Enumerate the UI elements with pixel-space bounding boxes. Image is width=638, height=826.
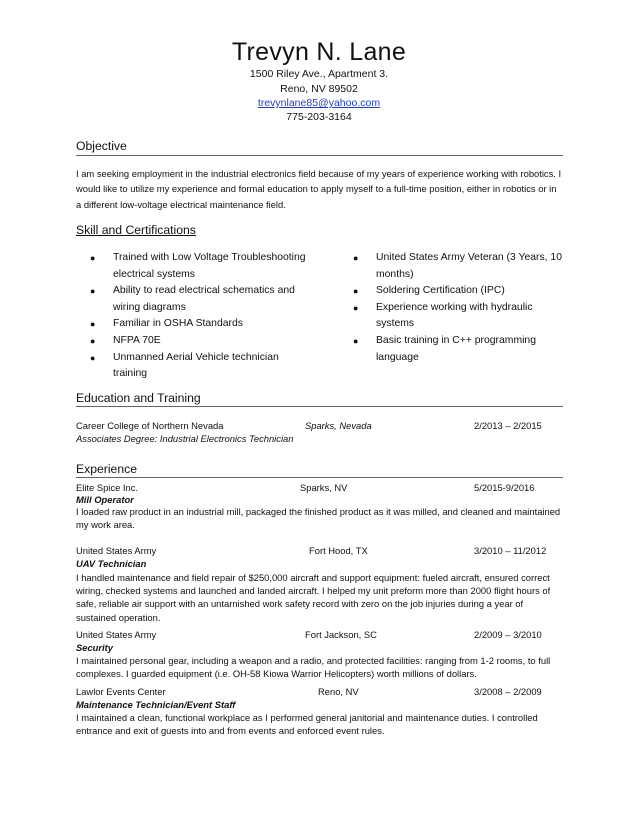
bullet-icon: ● <box>90 335 96 346</box>
address-line-1: 1500 Riley Ave., Apartment 3. <box>249 68 389 80</box>
skill-item: ● Familiar in OSHA Standards <box>76 316 306 333</box>
resume-name: Trevyn N. Lane <box>231 38 407 66</box>
job-employer: Lawlor Events Center <box>76 686 166 697</box>
bullet-icon: ● <box>353 302 359 313</box>
bullet-icon: ● <box>353 335 359 346</box>
address-line-2: Reno, NV 89502 <box>280 83 358 95</box>
skill-item: ● Experience working with hydraulic systems <box>353 301 533 330</box>
experience-rule <box>76 477 563 478</box>
job-dates: 3/2008 – 2/2009 <box>474 686 542 697</box>
job-description: I maintained personal gear, including a weapon and a radio, and protected facilities: ranging from 1-2 rooms, to full complexes. I guarded equipment (i.e. OH-58 Kiowa Warrior Helicopters) worth millions of dollars. <box>76 655 551 680</box>
job-employer: Elite Spice Inc. <box>76 482 139 493</box>
phone-number: 775-203-3164 <box>286 111 352 123</box>
skill-item: ● United States Army Veteran (3 Years, 10 months) <box>353 252 562 280</box>
school-location: Sparks, Nevada <box>305 420 372 431</box>
objective-text: I am seeking employment in the industrial electronics field because of my years of experience working with robotics. I would like to utilize my experience and formal education to apply myself to a full-time position, either in robotics or in a different low-voltage electrical maintenance field. <box>76 168 562 210</box>
job-title: Security <box>76 642 113 653</box>
job-description: I maintained a clean, functional workplace as I performed general janitorial and maintenance duties. I controlled entrance and exit of guests into and from events and enforced event rules. <box>76 712 538 737</box>
bullet-icon: ● <box>90 253 96 263</box>
education-heading: Education and Training <box>76 391 201 405</box>
objective-rule <box>76 155 563 156</box>
bullet-icon: ● <box>90 352 96 363</box>
degree: Associates Degree: Industrial Electronics Technician <box>76 433 294 444</box>
bullet-icon: ● <box>353 286 359 297</box>
skill-item: ● NFPA 70E <box>76 333 306 350</box>
job-title: Maintenance Technician/Event Staff <box>76 699 236 710</box>
education-rule <box>76 406 563 407</box>
job-location: Sparks, NV <box>300 482 348 493</box>
job-title: UAV Technician <box>76 558 147 569</box>
skill-item: ● Basic training in C++ programming language <box>353 334 536 363</box>
job-dates: 3/2010 – 11/2012 <box>474 545 547 556</box>
school-name: Career College of Northern Nevada <box>76 420 224 431</box>
education-dates: 2/2013 – 2/2015 <box>474 420 542 431</box>
job-employer: United States Army <box>76 629 157 640</box>
job-location: Fort Jackson, SC <box>305 629 377 640</box>
skill-item: ● Trained with Low Voltage Troubleshooting electrical systems <box>90 252 306 280</box>
job-description: I handled maintenance and field repair of $250,000 aircraft and support equipment: fueled aircraft, ensured correct wiring, checked systems and launched and landed aircraft. I helped my unit preform more than 2000 flight hours of safe, reliable air support with an untarnished work safety record with zero on the job injuries during a year of sustained operation. <box>76 572 551 623</box>
job-description: I loaded raw product in an industrial mill, packaged the finished product as it was milled, and cleaned and maintained my work area. <box>76 506 561 531</box>
job-title: Mill Operator <box>76 494 134 505</box>
skills-left-column <box>76 250 306 383</box>
bullet-icon: ● <box>353 253 359 263</box>
skills-heading: Skill and Certifications <box>76 223 196 237</box>
bullet-icon: ● <box>90 319 96 330</box>
job-employer: United States Army <box>76 545 157 556</box>
job-dates: 2/2009 – 3/2010 <box>474 629 542 640</box>
bullet-icon: ● <box>90 286 96 297</box>
job-dates: 5/2015-9/2016 <box>474 482 535 493</box>
email-link[interactable]: trevynlane85@yahoo.com <box>257 97 381 109</box>
job-location: Fort Hood, TX <box>309 545 368 556</box>
skill-item: ● Soldering Certification (IPC) <box>339 283 569 300</box>
skill-item: ● Unmanned Aerial Vehicle technician training <box>90 351 279 380</box>
skills-right-column <box>339 250 569 366</box>
skill-item: ● Ability to read electrical schematics and wiring diagrams <box>90 285 295 313</box>
objective-heading: Objective <box>76 139 127 153</box>
experience-heading: Experience <box>76 462 137 476</box>
job-location: Reno, NV <box>318 686 359 697</box>
